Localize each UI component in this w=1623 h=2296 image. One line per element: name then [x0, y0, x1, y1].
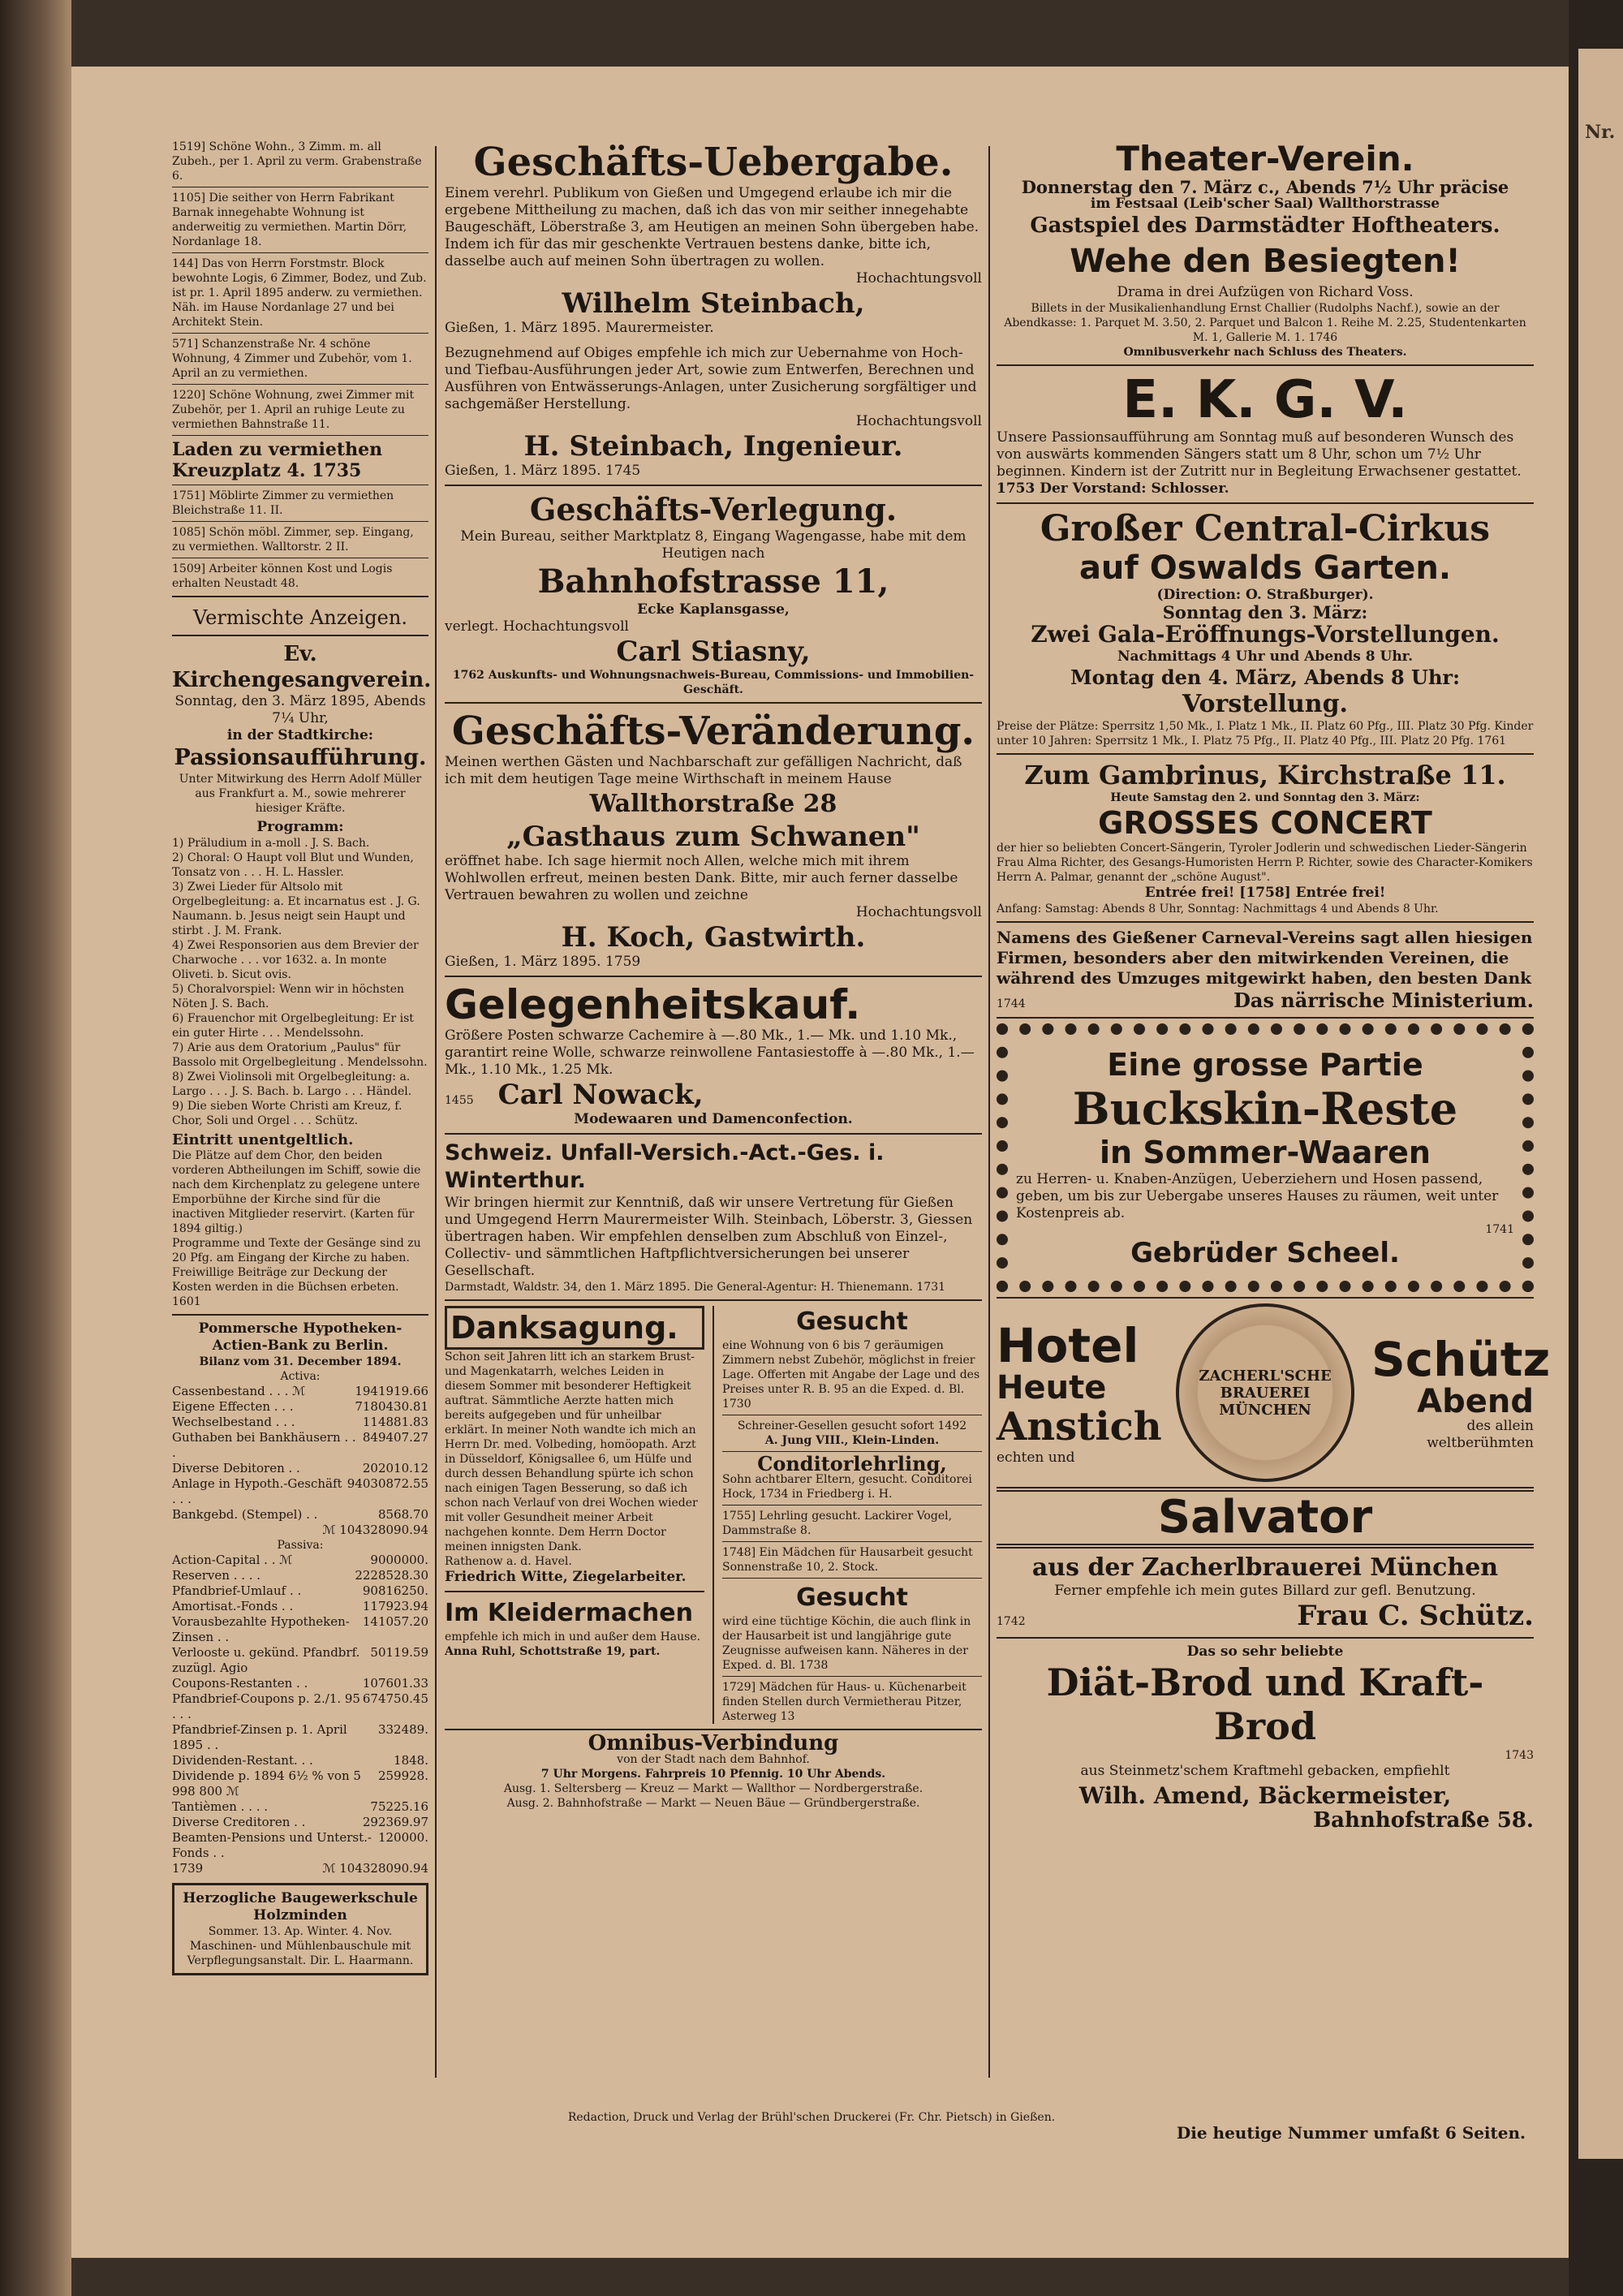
table-row [172, 1830, 428, 1861]
table-row [172, 1768, 428, 1799]
diaet-intro: Das so sehr beliebte [1186, 1643, 1344, 1660]
verleg-desc: 1762 Auskunfts- und Wohnungsnachweis-Bureau, Commissions- und Immobilien-Geschäft. [452, 669, 975, 696]
row-value: 1848. [394, 1753, 428, 1768]
omnibus-row: 7 Uhr Morgens. Fahrpreis 10 Pfennig. 10 Uhr Abends. [540, 1768, 886, 1781]
eintritt-text: Die Plätze auf dem Chor, den beiden vorderen Abtheilungen im Schiff, sowie die nach dem Kirchenplatz zu gelegene untere Emporbühne der Kirche sind für die inactiven Mitglieder reservirt. (Karten für 1894 giltig.) [172, 1149, 421, 1235]
hotel-name: Frau C. Schütz. [1297, 1600, 1534, 1632]
ueber2-text: Bezugnehmend auf Obiges empfehle ich mich zur Uebernahme von Hoch- und Tiefbau-Ausführungen jeder Art, sowie zum Entwerfen, Berechnen und Ausführen von Entwässerungs-Anlagen, unter Zusicherung sorgfältiger und sachgemäßer Herstellung. [445, 345, 977, 412]
row-label: Guthaben bei Bankhäusern . . . [172, 1430, 356, 1460]
dank-name: Friedrich Witte, Ziegelarbeiter. [445, 1569, 687, 1585]
row-value: 9000000. [370, 1553, 428, 1567]
omnibus-text: von der Stadt nach dem Bahnhof. [617, 1753, 810, 1766]
classified-ad: 1085] Schön möbl. Zimmer, sep. Eingang, zu vermiethen. Walltorstr. 2 II. [172, 526, 414, 554]
row-value: 8568.70 [377, 1507, 428, 1522]
row-label: Beamten-Pensions und Unterst.-Fonds . . [172, 1830, 372, 1860]
imprint: Redaction, Druck und Verlag der Brühl'schen Druckerei (Fr. Chr. Pietsch) in Gießen. [567, 2111, 1056, 2124]
row-label: Pfandbrief-Zinsen p. 1. April 1895 . . [172, 1722, 347, 1752]
list-item: 9) Die sieben Worte Christi am Kreuz, f. Chor, Soli und Orgel . . . Schütz. [172, 1100, 403, 1127]
hotel-welt: weltberühmten [1427, 1435, 1534, 1451]
row-value: 120000. [377, 1830, 428, 1845]
ekgv-text: Unsere Passionsaufführung am Sonntag muß auf besonderen Wunsch des von auswärts kommenden Sängers statt um 8 Uhr, schon um 7½ Uhr beginnen. Kindern ist der Zutritt nur in Begleitung Erwachsener gestattet. [997, 429, 1522, 480]
veraend-title: Geschäfts-Veränderung. [451, 709, 975, 754]
kirchen-mitwirkung: Unter Mitwirkung des Herrn Adolf Müller aus Frankfurt a. M., sowie mehrerer hiesiger Kräfte. [179, 773, 422, 815]
kleider-title: Im Kleidermachen [445, 1599, 693, 1627]
classified-ad: 1509] Arbeiter können Kost und Logis erhalten Neustadt 48. [172, 562, 393, 590]
freiwillig-text: Freiwillige Beiträge zur Deckung der Kosten werden in die Büchsen erbeten. 1601 [172, 1266, 399, 1308]
ueber-title: Geschäfts-Uebergabe. [473, 140, 954, 185]
kleider-name: Anna Ruhl, Schottstraße 19, part. [445, 1645, 661, 1658]
theater-drama: Drama in drei Aufzügen von Richard Voss. [1117, 284, 1414, 300]
programm-list [172, 836, 428, 1128]
hotel-billard: Ferner empfehle ich mein gutes Billard zur gefl. Benutzung. [1054, 1583, 1476, 1599]
row-label: Action-Capital . . ℳ [172, 1553, 293, 1567]
table-row [172, 1507, 428, 1523]
verleg-title: Geschäfts-Verlegung. [529, 491, 898, 528]
row-label: Reserven . . . . [172, 1568, 261, 1583]
table-row [172, 1461, 428, 1476]
diaet-name: Wilh. Amend, Bäckermeister, [1078, 1782, 1452, 1809]
row-value: 107601.33 [362, 1676, 428, 1691]
table-row [172, 1815, 428, 1830]
table-row [172, 1614, 428, 1645]
passiva-table [172, 1553, 428, 1876]
list-item: 8) Zwei Violinsoli mit Orgelbegleitung: a. Largo . . . J. S. Bach. b. Largo . . . Händel. [172, 1070, 412, 1098]
veraend-name: H. Koch, Gastwirth. [561, 921, 866, 954]
hotel-title-2: Schütz [1371, 1332, 1551, 1387]
table-row [172, 1568, 428, 1583]
kirchen-date: Sonntag, den 3. März 1895, Abends 7¼ Uhr, [174, 693, 426, 726]
buckskin-line1: Eine grosse Partie [1107, 1047, 1423, 1083]
circus-monday: Montag den 4. März, Abends 8 Uhr: [1070, 666, 1460, 689]
gelegen-text: Größere Posten schwarze Cachemire à —.80 Mk., 1.— Mk. und 1.10 Mk., garantirt reine Wolle, schwarze reinwollene Fantasiestoffe à —.80 Mk., 1.— Mk., 1.10 Mk., 1.25 Mk. [445, 1027, 975, 1078]
hotel-allein: des allein [1466, 1418, 1534, 1434]
page-footer [97, 2110, 1526, 2142]
veraend-text: Meinen werthen Gästen und Nachbarschaft zur gefälligen Nachricht, daß ich mit dem heutigen Tage meine Wirthschaft in meinem Hause [445, 754, 962, 787]
circus-gala: Zwei Gala-Eröffnungs-Vorstellungen. [1031, 621, 1500, 648]
conditor-title: Conditorlehrling, [757, 1452, 947, 1475]
row-value: 202010.12 [362, 1461, 428, 1475]
hotel-num: 1742 [997, 1615, 1026, 1628]
next-page-number: Nr. [1585, 122, 1616, 143]
verleg-name: Carl Stiasny, [616, 635, 811, 668]
row-label: Verlooste u. gekünd. Pfandbrf. zuzügl. Agio [172, 1645, 360, 1675]
circus-title-2: auf Oswalds Garten. [1078, 549, 1452, 587]
ueber-sig: Gießen, 1. März 1895. Maurermeister. [445, 320, 714, 336]
eintritt: Eintritt unentgeltlich. [172, 1131, 354, 1148]
circus-vorstellung: Vorstellung. [1182, 690, 1348, 718]
row-label: Dividende p. 1894 6½ % von 5 998 800 ℳ [172, 1768, 361, 1798]
classified-ad: 1220] Schöne Wohnung, zwei Zimmer mit Zubehör, per 1. April an ruhige Leute zu vermiethen Bahnstraße 11. [172, 389, 415, 431]
row-value: ℳ 104328090.94 [322, 1861, 428, 1876]
theater-gast: Gastspiel des Darmstädter Hoftheaters. [1030, 213, 1500, 238]
table-row [172, 1691, 428, 1722]
verleg-ecke: Ecke Kaplansgasse, [637, 601, 790, 618]
row-label: Vorausbezahlte Hypotheken-Zinsen . . [172, 1614, 350, 1644]
gesucht2-text: wird eine tüchtige Köchin, die auch flink in der Hausarbeit ist und langjährige gute Zeugnisse aufweisen kann. Näheres in der Exped. d. Bl. 1738 [721, 1615, 971, 1672]
classified-ad: 1519] Schöne Wohn., 3 Zimm. m. all Zubeh., per 1. April zu verm. Grabenstraße 6. [172, 140, 422, 183]
list-item: 3) Zwei Lieder für Altsolo mit Orgelbegleitung: a. Et incarnatus est . J. G. Naumann. b. Jesus neigt sein Haupt und stirbt . J. M. Frank. [172, 881, 420, 937]
circus-times: Nachmittags 4 Uhr und Abends 8 Uhr. [1117, 648, 1413, 665]
row-label: Eigene Effecten . . . [172, 1399, 294, 1414]
row-label: Anlage in Hypoth.-Geschäft . . . [172, 1476, 342, 1506]
row-value: 1941919.66 [355, 1384, 428, 1398]
next-page-fragment [1578, 49, 1623, 2159]
row-value: 114881.83 [362, 1415, 428, 1429]
kirchen-event: Passionsaufführung. [174, 745, 427, 770]
row-value: 674750.45 [362, 1691, 428, 1706]
list-item: 1) Präludium in a-moll . J. S. Bach. [172, 837, 370, 850]
list-item: 6) Frauenchor mit Orgelbegleitung: Er ist ein guter Hirte . . . Mendelssohn. [172, 1012, 414, 1040]
carneval-num: 1744 [997, 997, 1026, 1010]
buckskin-ad [997, 1023, 1534, 1292]
activa-label: Activa: [280, 1370, 321, 1383]
section-heading: Vermischte Anzeigen. [193, 606, 407, 629]
list-item: 4) Zwei Responsorien aus dem Brevier der Charwoche . . . vor 1632. a. In monte Oliveti. b. Sicut ovis. [172, 939, 419, 981]
row-value: 50119.59 [370, 1645, 428, 1660]
diaet-text: aus Steinmetz'schem Kraftmehl gebacken, empfiehlt [1080, 1763, 1450, 1779]
veraend-house: „Gasthaus zum Schwanen" [506, 821, 920, 853]
gambrinus-title: Zum Gambrinus, Kirchstraße 11. [1024, 760, 1506, 790]
table-row [172, 1861, 428, 1876]
row-value: 849407.27 [362, 1430, 428, 1445]
column-1 [172, 140, 432, 1975]
activa-table [172, 1384, 428, 1538]
table-row [172, 1753, 428, 1768]
veraend-sig: Gießen, 1. März 1895. 1759 [445, 954, 641, 970]
omnibus-title: Omnibus-Verbindung [588, 1731, 839, 1755]
theater-play: Wehe den Besiegten! [1070, 243, 1461, 280]
row-label: Tantièmen . . . . [172, 1799, 269, 1814]
theater-title: Theater-Verein. [1116, 139, 1414, 179]
hotel-ad [997, 1303, 1551, 1632]
bank-ad [172, 1320, 428, 1876]
schreiner-text: Schreiner-Gesellen gesucht sofort 1492 [737, 1419, 967, 1432]
row-value: 2228528.30 [355, 1568, 428, 1583]
schule-city: Holzminden [253, 1907, 347, 1923]
row-label: Amortisat.-Fonds . . [172, 1599, 294, 1613]
dank-title: Danksagung. [445, 1306, 704, 1350]
gelegen-title: Gelegenheitskauf. [445, 981, 861, 1028]
table-row [172, 1476, 428, 1507]
table-row [172, 1799, 428, 1815]
diaet-title: Diät-Brod und Kraft-Brod [1046, 1661, 1484, 1748]
row-value: 259928. [377, 1768, 428, 1783]
ueber2-hochachtung: Hochachtungsvoll [855, 413, 982, 429]
dank-place: Rathenow a. d. Havel. [445, 1555, 572, 1568]
bank-title: Pommersche Hypotheken-Actien-Bank zu Berlin. [198, 1320, 403, 1354]
veraend-text2: eröffnet habe. Ich sage hiermit noch Allen, welche mich mit ihrem Wohlwollen erfreut, meinen besten Dank. Bitte, mir auch ferner dasselbe Vertrauen bewahren zu wollen und zeichne [445, 853, 958, 903]
classified-ad: Laden zu vermiethen Kreuzplatz 4. 1735 [172, 439, 383, 481]
hotel-zacherl: aus der Zacherlbrauerei München [1031, 1553, 1499, 1582]
veraend-addr: Wallthorstraße 28 [589, 790, 837, 818]
ekgv-sig: 1753 Der Vorstand: Schlosser. [997, 480, 1229, 497]
row-value: 141057.20 [362, 1614, 428, 1629]
ueber2-sig: Gießen, 1. März 1895. 1745 [445, 463, 641, 479]
omnibus-row: Ausg. 2. Bahnhofstraße — Markt — Neuen Bäue — Gründbergerstraße. [506, 1797, 920, 1810]
column-3 [997, 139, 1551, 1833]
schule-title: Herzogliche Baugewerkschule [183, 1890, 418, 1906]
table-row [172, 1645, 428, 1676]
hotel-anstich: Anstich [997, 1403, 1162, 1450]
verleg-addr: Bahnhofstrasse 11, [537, 562, 889, 601]
left-subcolumn [445, 1306, 704, 1724]
row-value: 75225.16 [370, 1799, 428, 1814]
classified-ad: 144] Das von Herrn Forstmstr. Block bewohnte Logis, 6 Zimmer, Bodez, und Zub. ist pr. 1. April 1895 anderw. zu vermiethen. Näh. im Hause Nordanlage 27 und bei Architekt Stein. [172, 257, 427, 329]
classified-ad: 571] Schanzenstraße Nr. 4 schöne Wohnung, 4 Zimmer und Zubehör, vom 1. April an zu vermiethen. [172, 338, 412, 380]
schule-ad [172, 1883, 428, 1975]
table-row [172, 1384, 428, 1399]
theater-omnibus: Omnibusverkehr nach Schluss des Theaters. [1123, 346, 1407, 359]
table-row [172, 1553, 428, 1568]
row-label: Cassenbestand . . . ℳ [172, 1384, 306, 1398]
gesucht1-title: Gesucht [796, 1307, 908, 1336]
circus-sunday: Sonntag den 3. März: [1162, 602, 1368, 622]
circus-prices: Preise der Plätze: Sperrsitz 1,50 Mk., I. Platz 1 Mk., II. Platz 60 Pfg., III. Platz 30 Pfg. Kinder unter 10 Jahren: Sperrsitz 1 Mk., I. Platz 75 Pfg., II. Platz 40 Pfg., III. Platz 20 Pfg. 1761 [997, 720, 1534, 747]
theater-tickets: Billets in der Musikalienhandlung Ernst Challier (Rudolphs Nachf.), sowie an der Abendkasse: 1. Parquet M. 3.50, 2. Parquet und Balcon 1. Reihe M. 2.25, Studentenkarten M. 1, Gallerie M. 1. 1746 [1004, 302, 1526, 344]
column-rule-2 [988, 146, 990, 2078]
classified-ad: 1751] Möblirte Zimmer zu vermiethen Bleichstraße 11. II. [172, 489, 394, 517]
row-value: 292369.97 [362, 1815, 428, 1829]
hotel-heute: Heute [997, 1368, 1107, 1406]
carneval-sig: Das närrische Ministerium. [1233, 989, 1534, 1012]
row-label: Bankgebd. (Stempel) . . [172, 1507, 318, 1522]
hotel-abend: Abend [1417, 1383, 1534, 1420]
ekgv-title: E. K. G. V. [1122, 370, 1408, 430]
row-value: 94030872.55 [347, 1476, 428, 1491]
table-row [172, 1523, 428, 1538]
conditor-text: Sohn achtbarer Eltern, gesucht. Conditorei Hock, 1734 in Friedberg i. H. [721, 1473, 972, 1501]
diaet-num: 1743 [1505, 1749, 1534, 1762]
list-item: 5) Choralvorspiel: Wenn wir in höchsten Nöten J. S. Bach. [172, 983, 405, 1010]
buckskin-name: Gebrüder Scheel. [1130, 1237, 1400, 1269]
row-value: 332489. [377, 1722, 428, 1737]
gesucht1-text: eine Wohnung von 6 bis 7 geräumigen Zimmern nebst Zubehör, möglichst in freier Lage. Offerten mit Angabe der Lage und des Preises unter R. B. 95 an die Exped. d. Bl. 1730 [721, 1339, 980, 1411]
gambrinus-anfang: Anfang: Samstag: Abends 8 Uhr, Sonntag: Nachmittags 4 und Abends 8 Uhr. [997, 902, 1439, 915]
table-row [172, 1399, 428, 1415]
table-row [172, 1583, 428, 1599]
row-label: Dividenden-Restant. . . [172, 1753, 313, 1768]
row-label: Coupons-Restanten . . [172, 1676, 308, 1691]
seal-text: ZACHERL'SCHE BRAUEREI MÜNCHEN [1199, 1367, 1332, 1419]
row-label: Pfandbrief-Coupons p. 2./1. 95 . . . [172, 1691, 360, 1721]
buckskin-text: zu Herren- u. Knaben-Anzügen, Ueberziehern und Hosen passend, geben, um bis zur Uebergabe unseres Hauses zu räumen, weit unter Kostenpreis ab. [1016, 1171, 1499, 1221]
kirchen-title: Ev. Kirchengesangverein. [172, 642, 432, 692]
row-value: 117923.94 [362, 1599, 428, 1613]
hotel-salvator: Salvator [997, 1487, 1534, 1549]
schweiz-sig: Darmstadt, Waldstr. 34, den 1. März 1895. Die General-Agentur: H. Thienemann. 1731 [445, 1281, 946, 1294]
column-2 [445, 140, 982, 1811]
diaet-addr: Bahnhofstraße 58. [1313, 1808, 1534, 1833]
omnibus-row: Ausg. 1. Seltersberg — Kreuz — Markt — Wallthor — Nordbergerstraße. [503, 1782, 923, 1795]
verleg-text: Mein Bureau, seither Marktplatz 8, Eingang Wagengasse, habe mit dem Heutigen nach [460, 528, 966, 562]
schreiner-name: A. Jung VIII., Klein-Linden. [764, 1434, 940, 1447]
veraend-hochachtung: Hochachtungsvoll [855, 904, 982, 920]
table-row [172, 1415, 428, 1430]
gambrinus-entree: Entrée frei! [1758] Entrée frei! [1144, 885, 1386, 901]
table-row [172, 1676, 428, 1691]
kleider-text: empfehle ich mich in und außer dem Hause. [445, 1630, 701, 1643]
gambrinus-date: Heute Samstag den 2. und Sonntag den 3. März: [1110, 791, 1420, 804]
kirchen-place: in der Stadtkirche: [226, 727, 374, 743]
table-row [172, 1430, 428, 1461]
row-value: 7180430.81 [355, 1399, 428, 1414]
schule-text: Sommer. 13. Ap. Winter. 4. Nov. Maschinen- und Mühlenbauschule mit Verpflegungsanstalt. Dir. L. Haarmann. [187, 1925, 414, 1967]
row-label: 1739 [172, 1861, 204, 1876]
row-value: ℳ 104328090.94 [322, 1523, 428, 1537]
maedchen2-text: 1729] Mädchen für Haus- u. Küchenarbeit finden Stellen durch Vermietherau Pitzer, Asterweg 13 [721, 1681, 966, 1723]
classified-list [172, 140, 428, 591]
ueber-name: Wilhelm Steinbach, [562, 287, 865, 320]
list-item: 7) Arie aus dem Oratorium „Paulus" für Bassolo mit Orgelbegleitung . Mendelssohn. [172, 1041, 428, 1069]
classified-ad: 1105] Die seither von Herrn Fabrikant Barnak innegehabte Wohnung ist anderweitig zu vermiethen. Martin Dörr, Nordanlage 18. [172, 192, 407, 248]
brewery-seal [1176, 1303, 1354, 1482]
maedchen-text: 1748] Ein Mädchen für Hausarbeit gesucht Sonnenstraße 10, 2. Stock. [721, 1546, 973, 1574]
book-binding-left [0, 0, 71, 2296]
right-subcolumn [722, 1306, 982, 1724]
row-label: Diverse Creditoren . . [172, 1815, 306, 1829]
schweiz-title: Schweiz. Unfall-Versich.-Act.-Ges. i. Winterthur. [445, 1140, 885, 1193]
gesucht2-title: Gesucht [796, 1583, 908, 1612]
circus-title: Großer Central-Cirkus [1040, 508, 1491, 549]
buckskin-line3: in Sommer-Waaren [1100, 1135, 1431, 1170]
gambrinus-text: der hier so beliebten Concert-Sängerin, Tyroler Jodlerin und schwedischen Lieder-Sängerin Frau Alma Richter, des Gesangs-Humoristen Herrn P. Richter, sowie des Character-Komikers Herrn A. Palmar, genannt der „schöne August". [997, 842, 1533, 884]
dank-text: Schon seit Jahren litt ich an starkem Brust- und Magenkatarrh, welches Leiden in diesem Sommer mit besonderer Heftigkeit auftrat. Sämmtliche Aerzte hatten mich bereits aufgegeben und für unheilbar erklärt. In meiner Noth wandte ich mich an Herrn Dr. med. Volbeding, homöopath. Arzt in Düsseldorf, Königsallee 6, um Hülfe und durch dessen Behandlung spürte ich schon nach einigen Tagen Besserung, so daß ich schon nach Verlauf von drei Wochen wieder mit voller Gesundheit meiner Arbeit nachgehen konnte. Dem Herrn Doctor meinen innigsten Dank. [445, 1350, 698, 1553]
buckskin-line2: Buckskin-Reste [1072, 1083, 1458, 1135]
lehrling-text: 1755] Lehrling gesucht. Lackirer Vogel, Dammstraße 8. [721, 1510, 953, 1537]
gelegen-desc: Modewaaren und Damenconfection. [574, 1111, 853, 1127]
table-row [172, 1599, 428, 1614]
gelegen-name: Carl Nowack, [497, 1079, 704, 1111]
page-count: Die heutige Nummer umfaßt 6 Seiten. [1176, 2123, 1526, 2143]
buckskin-num: 1741 [1485, 1223, 1514, 1236]
table-row [172, 1722, 428, 1753]
carneval-text: Namens des Gießener Carneval-Vereins sagt allen hiesigen Firmen, besonders aber den mitwirkenden Vereinen, die während des Umzuges mitgewirkt haben, den besten Dank [997, 928, 1533, 988]
programme-text: Programme und Texte der Gesänge sind zu 20 Pfg. am Eingang der Kirche zu haben. [172, 1237, 421, 1264]
bilanz-heading: Bilanz vom 31. December 1894. [199, 1355, 402, 1368]
row-label: Wechselbestand . . . [172, 1415, 295, 1429]
row-label: Pfandbrief-Umlauf . . [172, 1583, 302, 1598]
hotel-title-1: Hotel [997, 1317, 1139, 1373]
hotel-echt: echten und [997, 1449, 1075, 1466]
programm-title: Programm: [256, 819, 344, 835]
list-item: 2) Choral: O Haupt voll Blut und Wunden, Tonsatz von . . . H. L. Hassler. [172, 851, 414, 879]
ueber2-name: H. Steinbach, Ingenieur. [523, 430, 903, 463]
theater-date: Donnerstag den 7. März c., Abends 7½ Uhr präcise [1021, 177, 1509, 197]
theater-place: im Festsaal (Leib'scher Saal) Wallthorstrasse [1090, 196, 1440, 212]
circus-direction: (Direction: O. Straßburger). [1156, 587, 1374, 603]
row-label: Diverse Debitoren . . [172, 1461, 300, 1475]
verleg-verlegt: verlegt. Hochachtungsvoll [445, 618, 629, 635]
column-rule-1 [435, 146, 437, 2078]
gelegen-num: 1455 [445, 1094, 474, 1107]
schweiz-text: Wir bringen hiermit zur Kenntniß, daß wir unsere Vertretung für Gießen und Umgegend Herrn Maurermeister Wilh. Steinbach, Löberstr. 3, Giessen übertragen haben. Wir empfehlen denselben zum Abschluß von Einzel-, Collectiv- und sämmtlichen Haftpflichtversicherungen bei unserer Gesellschaft. [445, 1195, 973, 1279]
row-value: 90816250. [362, 1583, 428, 1598]
gambrinus-concert: GROSSES CONCERT [1098, 805, 1432, 841]
passiva-label: Passiva: [277, 1539, 324, 1552]
ueber-text: Einem verehrl. Publikum von Gießen und Umgegend erlaube ich mir die ergebene Mittheilung zu machen, daß ich das von mir seither innegehabte Baugeschäft, Löberstraße 3, am Heutigen an meinen Sohn übergeben habe. Indem ich für das mir geschenkte Vertrauen bestens danke, bitte ich, dasselbe auch auf meinen Sohn übertragen zu wollen. [445, 185, 979, 269]
kirchen-ad [172, 641, 432, 1309]
ueber-hochachtung: Hochachtungsvoll [855, 270, 982, 286]
